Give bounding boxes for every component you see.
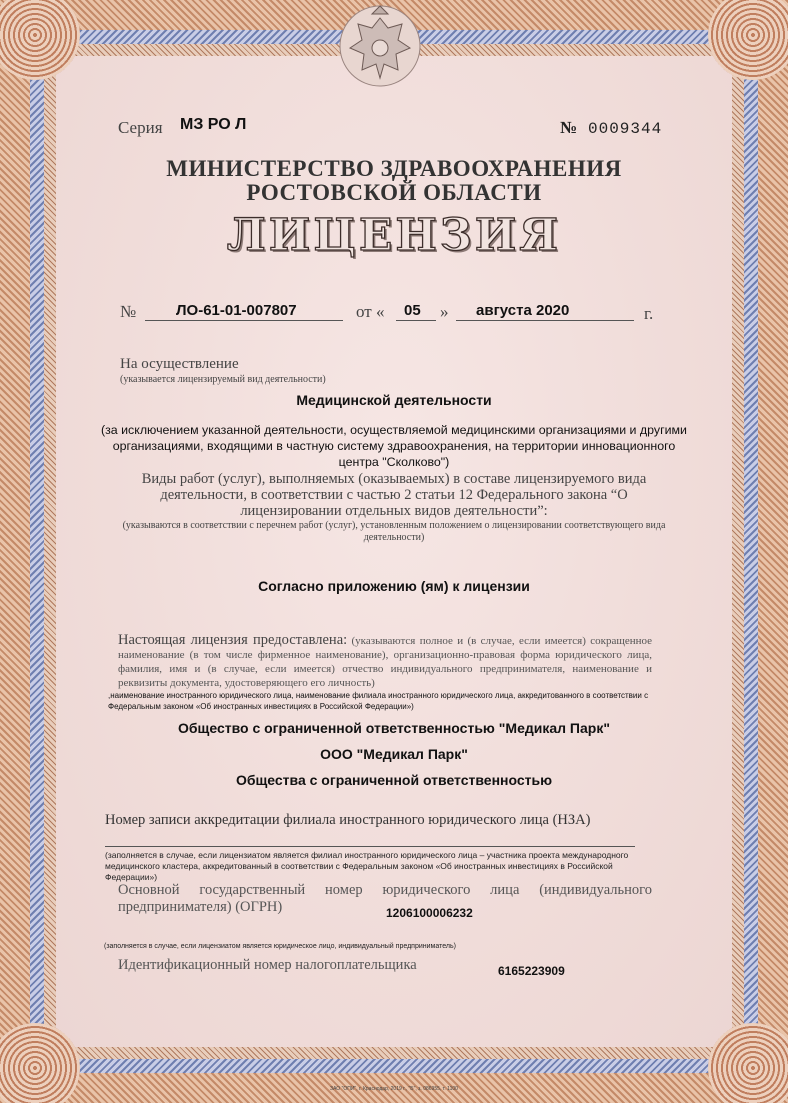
licensee-intro-hint: (указываются полное и (в случае, если имеется) сокращенное наименование (в том числе фирменное наименование), организационно-правовая форма юридического лица, фамилия, имя и (в случае, если имеется) отчество индивидуального предпринимателя, наименование и реквизиты документа, удостоверяющего его личность) bbox=[118, 635, 652, 689]
license-no-value: ЛО-61-01-007807 bbox=[176, 302, 297, 319]
activity-label: На осуществление bbox=[120, 356, 239, 372]
series-value: МЗ РО Л bbox=[180, 116, 247, 133]
works-hint: (указываются в соответствии с перечнем работ (услуг), установленным положением о лицензировании соответствующего вида деятельности) bbox=[122, 520, 666, 543]
ogrn-value: 1206100006232 bbox=[386, 906, 473, 920]
license-from-label: от « bbox=[356, 302, 385, 321]
ogrn-hint: (заполняется в случае, если лицензиатом является юридическое лицо, индивидуальный предприниматель) bbox=[104, 943, 456, 950]
license-date-underline bbox=[456, 320, 634, 321]
number-value: 0009344 bbox=[588, 120, 663, 138]
series-label: Серия bbox=[118, 118, 163, 137]
licensee-legal-form: Общества с ограниченной ответственностью bbox=[235, 772, 553, 788]
license-no-label: № bbox=[120, 302, 137, 321]
nza-label: Номер записи аккредитации филиала иностранного юридического лица (НЗА) bbox=[105, 812, 591, 828]
ministry-name-line2: РОСТОВСКОЙ ОБЛАСТИ bbox=[246, 180, 542, 205]
nza-hint: (заполняется в случае, если лицензиатом является филиал иностранного юридического лица – участника проекта международного медицинского кластера, аккредитованный в соответствии с Федеральным законом «Об иностранных инвестициях в Российской Федерации») bbox=[105, 850, 629, 882]
license-no-underline bbox=[145, 320, 343, 321]
document-title: ЛИЦЕНЗИЯ bbox=[226, 210, 562, 261]
activity-name: Медицинской деятельности bbox=[296, 392, 492, 408]
ministry-name-line1: МИНИСТЕРСТВО ЗДРАВООХРАНЕНИЯ bbox=[166, 156, 622, 181]
license-day-underline bbox=[396, 320, 436, 321]
licensee-short-name: ООО "Медикал Парк" bbox=[320, 746, 468, 762]
license-month-year: августа 2020 bbox=[476, 302, 570, 319]
activity-exclusion: (за исключением указанной деятельности, осуществляемой медицинскими организациями и другими организациями, входящими в частную систему здравоохранения, на территории инновационного центра "Сколково") bbox=[101, 423, 687, 469]
licensee-intro bbox=[118, 633, 652, 690]
number-label: № bbox=[560, 118, 578, 137]
ogrn-label: Основной государственный номер юридического лица (индивидуального предпринимателя) (ОГРН) bbox=[118, 882, 652, 915]
works-value: Согласно приложению (ям) к лицензии bbox=[258, 578, 530, 594]
license-quote-close: » bbox=[440, 302, 449, 321]
works-text: Виды работ (услуг), выполняемых (оказываемых) в составе лицензируемого вида деятельности, в соответствии с частью 2 статьи 12 Федерального закона “О лицензировании отдельных видов деятельности”: bbox=[141, 471, 647, 519]
nza-underline bbox=[105, 846, 635, 847]
coat-of-arms-emblem bbox=[328, 0, 432, 92]
activity-hint: (указывается лицензируемый вид деятельности) bbox=[120, 374, 326, 385]
foreign-entity-hint: ,наименование иностранного юридического лица, наименование филиала иностранного юридического лица, аккредитованного в соответствии с Федеральным законом «Об иностранных инвестициях в Российской Федерации») bbox=[108, 691, 649, 711]
inn-value: 6165223909 bbox=[498, 964, 565, 978]
inn-label: Идентификационный номер налогоплательщика bbox=[118, 957, 417, 973]
printer-imprint: ЗАО "ОПИ", г. Краснодар, 2019 г., "Б", з. 086955, т. 1100 bbox=[330, 1086, 458, 1092]
licensee-intro-main: Настоящая лицензия предоставлена: bbox=[118, 632, 348, 648]
licensee-full-name: Общество с ограниченной ответственностью "Медикал Парк" bbox=[178, 720, 610, 736]
license-year-suffix: г. bbox=[644, 304, 654, 323]
license-day: 05 bbox=[404, 302, 421, 319]
